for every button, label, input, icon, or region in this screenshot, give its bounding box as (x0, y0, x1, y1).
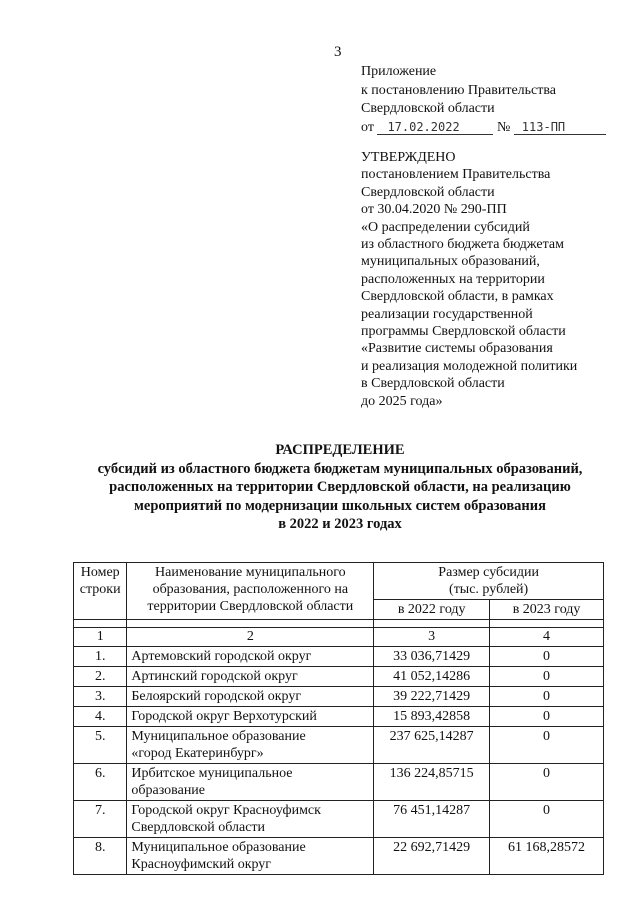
amount-2022: 76 451,14287 (374, 801, 490, 838)
name-line: Белоярский городской округ (131, 689, 302, 704)
header-2023: в 2023 году (490, 600, 604, 620)
row-number: 6. (74, 764, 127, 801)
row-number: 8. (74, 838, 127, 875)
number-label: № (496, 119, 511, 135)
table-row (74, 647, 604, 667)
title-line: субсидий из областного бюджета бюджетам муниципальных образований, (97, 460, 583, 477)
header-text: Размер субсидии (438, 565, 539, 580)
table-row (74, 838, 604, 875)
header-separator (74, 620, 604, 628)
row-number: 7. (74, 801, 127, 838)
header-amount (374, 563, 604, 600)
name-line: Красноуфимский округ (131, 857, 272, 872)
approved-line: расположенных на территории (361, 271, 545, 287)
header-text: (тыс. рублей) (449, 582, 529, 597)
amount-2022: 22 692,71429 (374, 838, 490, 875)
approved-line: УТВЕРЖДЕНО (361, 150, 456, 165)
row-number: 1. (74, 647, 127, 667)
municipality-name (127, 838, 374, 875)
header-text: Наименование муниципального (155, 565, 346, 580)
column-number: 3 (374, 628, 490, 647)
name-line: Муниципальное образование (131, 729, 306, 744)
appendix-line: к постановлению Правительства (361, 82, 557, 98)
name-line: Городской округ Верхотурский (131, 709, 317, 724)
approved-line: реализации государственной (361, 306, 533, 322)
header-municipality (127, 563, 374, 620)
amount-2023: 0 (490, 727, 604, 764)
table-row (74, 707, 604, 727)
approved-line: «Развитие системы образования (361, 341, 553, 357)
subsidy-table (73, 562, 604, 875)
name-line: Артинский городской округ (131, 669, 298, 684)
decree-date: 17.02.2022 (377, 120, 493, 135)
header-text: территории Свердловской области (147, 599, 354, 614)
municipality-name (127, 801, 374, 838)
title-line: в 2022 и 2023 годах (278, 516, 402, 532)
appendix-line: Приложение (361, 64, 437, 79)
column-number: 1 (74, 628, 127, 647)
approved-line: от 30.04.2020 № 290-ПП (361, 202, 507, 218)
row-number: 5. (74, 727, 127, 764)
decree-number: 113-ПП (514, 120, 606, 135)
approved-line: постановлением Правительства (361, 167, 551, 183)
name-line: Городской округ Красноуфимск (131, 803, 321, 818)
approved-line: «О распределении субсидий (361, 219, 530, 235)
column-number: 4 (490, 628, 604, 647)
column-number: 2 (127, 628, 374, 647)
name-line: «город Екатеринбург» (131, 746, 264, 761)
approved-line: программы Свердловской области (361, 324, 566, 340)
approved-line: в Свердловской области (361, 376, 505, 392)
amount-2022: 41 052,14286 (374, 667, 490, 687)
amount-2022: 15 893,42858 (374, 707, 490, 727)
amount-2023: 0 (490, 647, 604, 667)
approved-line: муниципальных образований, (361, 254, 540, 270)
approved-block (361, 149, 577, 410)
approved-line: Свердловской области, в рамках (361, 289, 554, 305)
column-number-row (74, 628, 604, 647)
header-row-number (74, 563, 127, 620)
table-row (74, 801, 604, 838)
header-text: строки (79, 582, 121, 597)
page-number: 3 (334, 44, 342, 60)
document-title (60, 441, 620, 534)
approved-line: и реализация молодежной политики (361, 358, 578, 374)
row-number: 2. (74, 667, 127, 687)
amount-2022: 39 222,71429 (374, 687, 490, 707)
name-line: Свердловской области (131, 820, 266, 835)
table-row (74, 667, 604, 687)
appendix-block (361, 63, 606, 137)
table-row (74, 687, 604, 707)
amount-2023: 0 (490, 801, 604, 838)
amount-2023: 0 (490, 667, 604, 687)
municipality-name (127, 647, 374, 667)
appendix-date-line (361, 119, 606, 138)
table-row (74, 764, 604, 801)
table-header-row (74, 563, 604, 600)
row-number: 4. (74, 707, 127, 727)
header-2022: в 2022 году (374, 600, 490, 620)
title-line: расположенных на территории Свердловской области, на реализацию (109, 479, 571, 495)
amount-2023: 0 (490, 687, 604, 707)
header-text: образования, расположенного на (152, 582, 349, 597)
amount-2022: 237 625,14287 (374, 727, 490, 764)
approved-line: Свердловской области (361, 184, 495, 200)
approved-line: из областного бюджета бюджетам (361, 237, 564, 253)
from-label: от (361, 119, 374, 135)
amount-2022: 33 036,71429 (374, 647, 490, 667)
amount-2022: 136 224,85715 (374, 764, 490, 801)
municipality-name (127, 727, 374, 764)
name-line: Ирбитское муниципальное (131, 766, 293, 781)
name-line: Муниципальное образование (131, 840, 306, 855)
municipality-name (127, 667, 374, 687)
name-line: образование (131, 783, 206, 798)
amount-2023: 61 168,28572 (490, 838, 604, 875)
header-text: Номер (80, 565, 120, 580)
appendix-line: Свердловской области (361, 101, 495, 116)
approved-line: до 2025 года» (361, 393, 443, 409)
name-line: Артемовский городской округ (131, 649, 312, 664)
title-heading: РАСПРЕДЕЛЕНИЕ (275, 442, 405, 458)
municipality-name (127, 687, 374, 707)
municipality-name (127, 764, 374, 801)
municipality-name (127, 707, 374, 727)
amount-2023: 0 (490, 707, 604, 727)
amount-2023: 0 (490, 764, 604, 801)
table-row (74, 727, 604, 764)
row-number: 3. (74, 687, 127, 707)
title-line: мероприятий по модернизации школьных систем образования (134, 497, 546, 514)
